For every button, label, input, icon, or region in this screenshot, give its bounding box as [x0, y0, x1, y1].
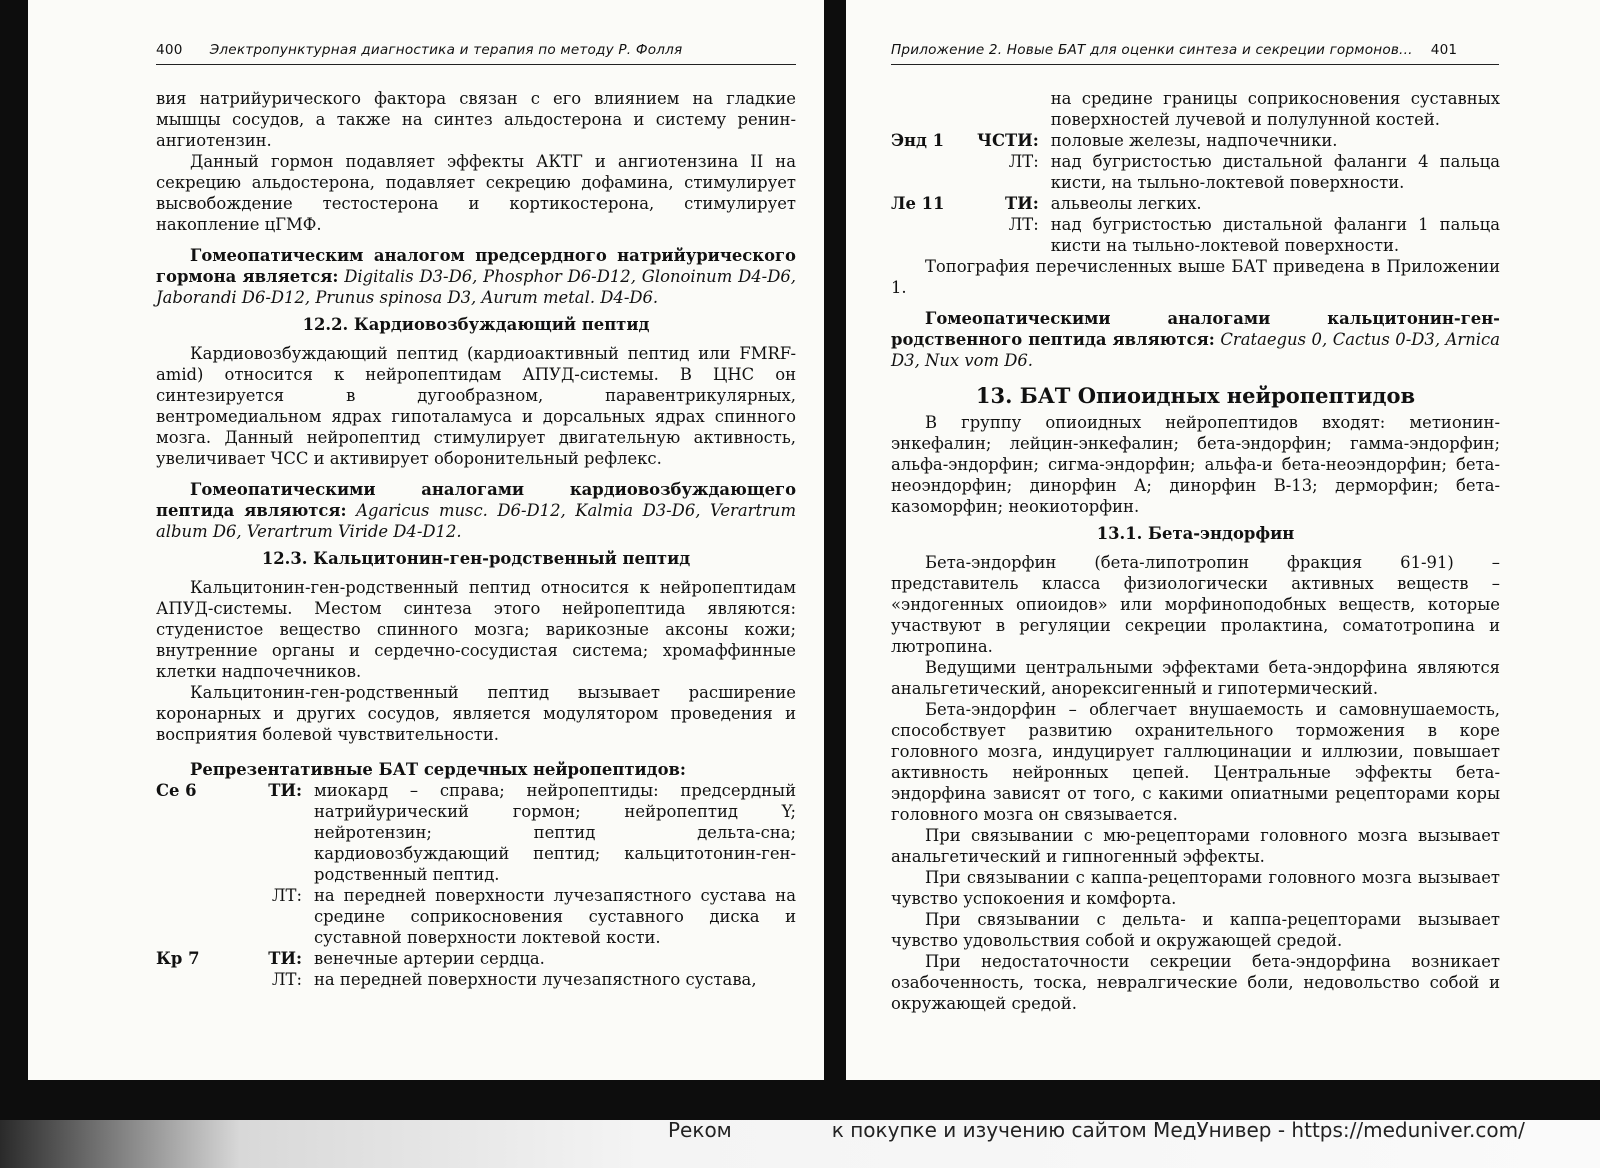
right-running-title: Приложение 2. Новые БАТ для оценки синтеза и секреции гормонов... — [891, 42, 1413, 58]
homeopathic-analog-note — [156, 479, 796, 542]
point-code — [891, 151, 977, 193]
section-heading: 12.3. Кальцитонин-ген-родственный пептид — [261, 549, 691, 568]
paragraph: Бета-эндорфин – облегчает внушаемость и самовнушаемость, способствует развитию охранительного торможения в коре головного мозга, индуцирует галлюцинации и иллюзии, повышает активность нейронных цепей. Центральные эффекты бета-эндорфина зависят от того, с какими опиатными рецепторами коры головного мозга он связывается. — [891, 700, 1500, 824]
right-page-content — [891, 88, 1500, 1014]
watermark-text-right: к покупке и изучению сайтом МедУнивер - https://meduniver.com/ — [831, 1118, 1525, 1142]
point-text: на средине границы соприкосновения суставных поверхностей лучевой и полулунной костей. — [1050, 89, 1500, 129]
point-text: на передней поверхности лучезапястного сустава, — [314, 970, 757, 989]
table-row — [891, 88, 1500, 130]
homeopathic-label: Гомеопатическими аналогами кардиовозбуждающего пептида являются: — [156, 480, 796, 520]
point-text: миокард – справа; нейропептиды: предсердный натрийуричеcкий гормон; нейропептид Y; нейротензин; пептид дельта-сна; кардиовозбуждающий пептид; кальцитотонин-ген-родственный пептид. — [314, 781, 796, 884]
homeopathic-remedies: Crataegus 0, Cactus 0-D3, Arnica D3, Nux vom D6. — [891, 330, 1500, 370]
point-code: Се 6 — [156, 781, 197, 800]
point-kind: ЧСТИ: — [977, 131, 1039, 150]
points-heading: Репрезентативные БАТ сердечных нейропептидов: — [190, 760, 686, 779]
point-kind: ТИ: — [268, 949, 302, 968]
homeopathic-label: Гомеопатическими аналогами кальцитонин-ген-родственного пептида являются: — [891, 309, 1500, 349]
paragraph: вия натрийуричеcкого фактора связан с его влиянием на гладкие мышцы сосудов, а также на синтез альдостерона и систему ренин-ангиотензин. — [156, 89, 796, 150]
chapter-heading: 13. БАТ Опиоидных нейропептидов — [975, 383, 1416, 408]
point-code — [891, 214, 977, 256]
left-page — [28, 0, 824, 1080]
point-text: венечные артерии сердца. — [314, 949, 545, 968]
paragraph: При связывании с мю-рецепторами головного мозга вызывает анальгетический и гипногенный эффекты. — [891, 826, 1500, 866]
left-running-title: Электропунктурная диагностика и терапия по методу Р. Фолля — [209, 42, 683, 58]
point-kind: ЛТ: — [1008, 215, 1039, 234]
paragraph: Кальцитонин-ген-родственный пептид вызывает расширение коронарных и других сосудов, является модулятором проведения и восприятия болевой чувствительности. — [156, 683, 796, 744]
right-page-number: 401 — [1430, 42, 1458, 58]
point-text: половые железы, надпочечники. — [1050, 131, 1338, 150]
point-code — [891, 88, 977, 130]
homeopathic-analog-note — [156, 245, 796, 308]
table-row — [156, 780, 796, 885]
table-row — [891, 130, 1500, 151]
section-heading: 12.2. Кардиовозбуждающий пептид — [302, 315, 650, 334]
paragraph: Данный гормон подавляет эффекты АКТГ и ангиотензина II на секрецию альдостерона, подавляет секрецию дофамина, стимулирует высвобождение тестостерона и кортикостерона, стимулирует накопление цГМФ. — [156, 152, 796, 234]
point-text: на передней поверхности лучезапястного сустава на средине соприкосновения суставного диска и суставной поверхности локтевой кости. — [314, 886, 796, 947]
points-table — [891, 88, 1500, 256]
table-row — [891, 151, 1500, 193]
point-kind: ТИ: — [1005, 194, 1039, 213]
paragraph: Топография перечисленных выше БАТ приведена в Приложении 1. — [891, 257, 1500, 297]
point-code: Кр 7 — [156, 949, 200, 968]
point-kind: ТИ: — [268, 781, 302, 800]
paragraph: При недостаточности секреции бета-эндорфина возникает озабоченность, тоска, невралгические боли, недовольство собой и окружающей средой. — [891, 952, 1500, 1013]
left-page-number: 400 — [156, 42, 183, 58]
point-code — [156, 969, 242, 990]
left-page-content — [156, 88, 796, 990]
paragraph: В группу опиоидных нейропептидов входят: метионин-энкефалин; лейцин-энкефалин; бета-эндорфин; гамма-эндорфин; альфа-эндорфин; сигма-эндорфин; альфа-и бета-неоэндорфин; бета-неоэндорфин; динорфин А; динорфин В-13; дерморфин; бета-казоморфин; неокиоторфин. — [891, 413, 1500, 516]
homeopathic-analog-note — [891, 308, 1500, 371]
point-kind: ЛТ: — [1008, 152, 1039, 171]
point-code: Ле 11 — [891, 194, 945, 213]
point-code — [156, 885, 242, 948]
paragraph: Кальцитонин-ген-родственный пептид относится к нейропептидам АПУД-системы. Местом синтеза этого нейропептида являются: студенистое вещество спинного мозга; варикозные аксоны кожи; внутренние органы и сердечно-сосудистая система; хромаффинные клетки надпочечников. — [156, 578, 796, 681]
right-running-head — [891, 42, 1499, 65]
watermark — [668, 1118, 1568, 1142]
right-page — [846, 0, 1600, 1080]
paragraph: При связывании с каппа-рецепторами головного мозга вызывает чувство успокоения и комфорта. — [891, 868, 1500, 908]
homeopathic-label: Гомеопатическим аналогом предсердного натрийуричеcкого гормона является: — [156, 246, 796, 286]
table-row — [156, 885, 796, 948]
points-table — [156, 780, 796, 990]
paragraph: Бета-эндорфин (бета-липотропин фракция 61-91) – представитель класса физиологически активных веществ – «эндогенных опиоидов» или морфиноподобных веществ, которые участвуют в регуляции секреции пролактина, соматотропина и лютропина. — [891, 553, 1500, 656]
homeopathic-remedies: Agaricus musc. D6-D12, Kalmia D3-D6, Verartrum album D6, Verartrum Viride D4-D12. — [156, 501, 796, 541]
point-kind — [977, 88, 1051, 130]
paragraph: При связывании с дельта- и каппа-рецепторами вызывает чувство удовольствия собой и окружающей средой. — [891, 910, 1500, 950]
paragraph: Кардиовозбуждающий пептид (кардиоактивный пептид или FMRF-amid) относится к нейропептидам АПУД-системы. В ЦНС он синтезируется в дугообразном, паравентрикулярных, вентромедиальном ядрах гипоталамуса и дорсальных ядрах спинного мозга. Данный нейропептид стимулирует двигательную активность, увеличивает ЧСС и активирует оборонительный рефлекс. — [156, 344, 796, 468]
homeopathic-remedies: Digitalis D3-D6, Phosphor D6-D12, Glonoinum D4-D6, Jaborandi D6-D12, Prunus spinosa D3, Aurum metal. D4-D6. — [156, 267, 796, 307]
point-code: Энд 1 — [891, 131, 945, 150]
point-kind: ЛТ: — [271, 886, 302, 905]
left-running-head — [156, 42, 796, 65]
point-text: альвеолы легких. — [1050, 194, 1202, 213]
point-kind: ЛТ: — [271, 970, 302, 989]
table-row — [891, 193, 1500, 214]
point-text: над бугристостью дистальной фаланги 1 пальца кисти на тыльно-локтевой поверхности. — [1050, 215, 1500, 255]
table-row — [891, 214, 1500, 256]
table-row — [156, 948, 796, 969]
table-row — [156, 969, 796, 990]
paragraph: Ведущими центральными эффектами бета-эндорфина являются анальгетический, анорексигенный и гипотермический. — [891, 658, 1500, 698]
watermark-text-left: Реком — [668, 1118, 732, 1142]
section-heading: 13.1. Бета-эндорфин — [1096, 524, 1295, 543]
point-text: над бугристостью дистальной фаланги 4 пальца кисти, на тыльно-локтевой поверхности. — [1050, 152, 1500, 192]
